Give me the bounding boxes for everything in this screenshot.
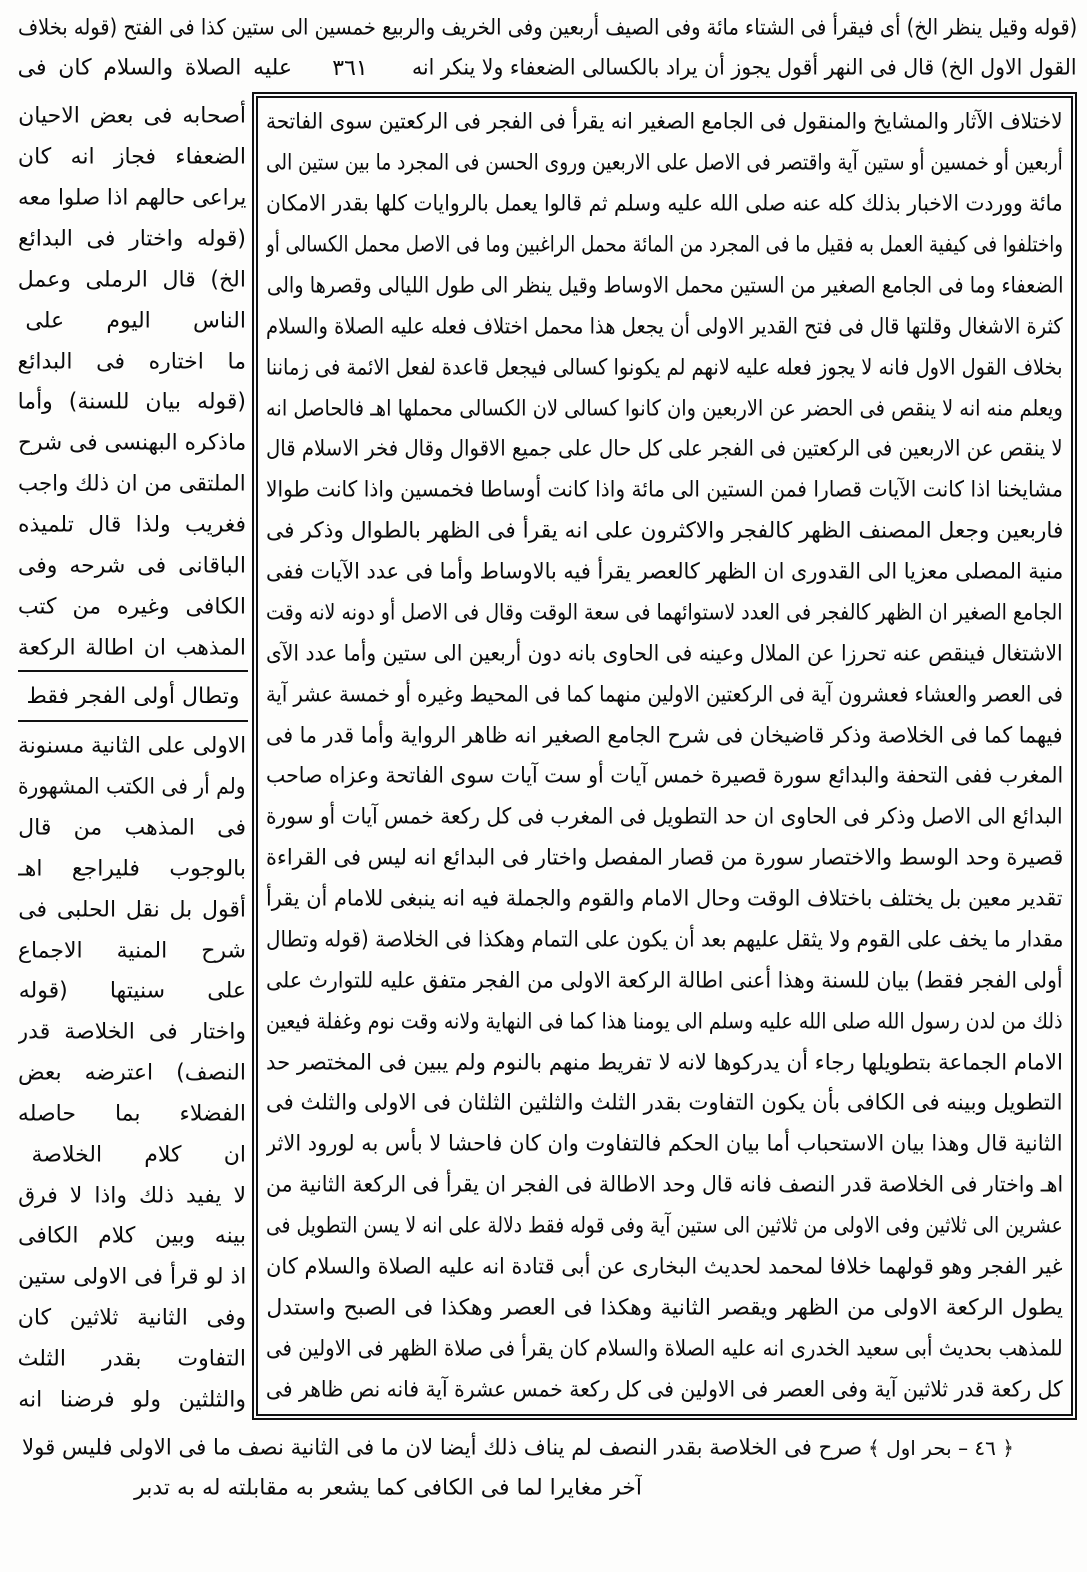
margin-commentary-line-text: المذهب ان اطالة الركعة [18, 634, 246, 660]
main-text-line-text: قصيرة وحد الوسط والاختصار سورة من قصار المفصل واختار فى البدائع انه ليس فى القراءة [266, 845, 1063, 871]
header-line-1-text: (قوله وقيل ينظر الخ) أى فيقرأ فى الشتاء مائة وفى الصيف أربعين وفى الخريف والربيع خمسين الى ستين كذا فى الفتح (قوله بخلاف [18, 15, 1077, 41]
footer-commentary-line-2 [22, 1468, 642, 1508]
margin-commentary-line-text: ولم أر فى الكتب المشهورة [18, 774, 246, 800]
main-text-line [266, 143, 1063, 184]
main-text-line-text: اهـ واختار فى الخلاصة قدر النصف فانه قال وحد الاطالة فى الفجر ان يقرأ فى الركعة الثانية من [266, 1172, 1063, 1198]
margin-commentary-line [18, 423, 246, 464]
main-text-line [266, 1206, 1063, 1247]
margin-commentary-line [18, 726, 246, 767]
main-text-line-text: كل ركعة قدر ثلاثين آية وفى العصر فى الاولين فى كل ركعة خمس عشرة آية فانه نص ظاهر فى [266, 1376, 1063, 1402]
margin-commentary-line-text: فغريب ولذا قال تلميذه [18, 512, 246, 538]
main-text-line [266, 347, 1063, 388]
margin-commentary-line-text: الضعفاء فجاز انه كان [18, 144, 246, 170]
main-text-line [266, 920, 1063, 961]
header-line-2-right-text: القول الاول الخ) قال فى النهر أقول يجوز أن يراد بالكسالى الضعفاء ولا ينكر انه [412, 55, 1077, 81]
main-text-line [266, 1083, 1063, 1124]
margin-commentary-line-text: واختار فى الخلاصة قدر [18, 1019, 246, 1045]
margin-commentary-line [18, 382, 246, 423]
margin-commentary-line [18, 1134, 246, 1175]
main-text-line [266, 266, 1063, 307]
main-text-line-text: مشايخنا اذا كانت الآيات قصارا فمن الستين الى مائة واذا كانت أوساطا فخمسين واذا كانت طوالا [266, 477, 1063, 503]
margin-commentary-line-text: ماذكره البهنسى فى شرح [18, 430, 246, 456]
main-text-line [266, 388, 1063, 429]
margin-section-heading-text: وتطال أولى الفجر فقط [26, 683, 240, 709]
main-text-line [266, 1247, 1063, 1288]
margin-commentary-lower [18, 726, 246, 1420]
margin-commentary-line [18, 505, 246, 546]
header-line-2-left-text: عليه الصلاة والسلام كان فى [18, 55, 292, 81]
main-text-lines [266, 102, 1063, 1410]
margin-commentary-line [18, 1175, 246, 1216]
main-text-line [266, 306, 1063, 347]
header-line-2-right [412, 48, 1077, 88]
main-text-line-text: البدائع الى الاصل وذكر فى الحاوى ان حد التطويل فى المغرب فى كل ركعة خمس آيات أو سورة [266, 804, 1063, 830]
main-text-line [266, 593, 1063, 634]
main-text-line-text: للمذهب بحديث أبى سعيد الخدرى انه عليه الصلاة والسلام كان يقرأ فى صلاة الظهر فى الاولين فى [266, 1335, 1063, 1361]
margin-commentary-line-text: (قوله بيان للسنة) وأما [18, 389, 246, 415]
main-text-line-text: لاختلاف الآثار والمشايخ والمنقول فى الجامع الصغير انه يقرأ فى الفجر فى الركعتين سوى الفاتحة [266, 109, 1063, 135]
main-text-line [266, 797, 1063, 838]
margin-commentary-line-text: (قوله واختار فى البدائع [18, 226, 246, 252]
margin-commentary-line [18, 259, 246, 300]
page-number: ٣٦١ [332, 55, 368, 81]
main-text-line [266, 633, 1063, 674]
main-text-line-text: كثرة الاشغال وقلتها قال فى فتح القدير الاولى أن يجعل هذا محمل اختلاف فعله عليه الصلاة والسلام [266, 314, 1063, 340]
main-text-line [266, 1287, 1063, 1328]
margin-commentary-line [18, 627, 246, 668]
main-text-line-text: غير الفجر وهو قولهما خلافا لمحمد لحديث البخارى عن أبى قتادة انه عليه الصلاة والسلام كان [266, 1254, 1063, 1280]
margin-commentary-line [18, 137, 246, 178]
margin-commentary-line [18, 930, 246, 971]
main-text-line-text: مقدار ما يخف على القوم ولا يثقل عليهم بعد أن يكون على التمام وهكذا فى الخلاصة (قوله وتطال [266, 927, 1063, 953]
margin-commentary-line-text: بالوجوب فليراجع اهـ [18, 856, 246, 882]
margin-commentary-line-text: لا يفيد ذلك واذا لا فرق [18, 1182, 246, 1208]
main-text-line-text: التطويل وبينه فى الكافى بأن يكون التفاوت بقدر الثلث والثلثين الثلثان فى الاولى والثلث فى [266, 1090, 1063, 1116]
margin-commentary-line [18, 1093, 246, 1134]
margin-commentary-line-text: والثلثين ولو فرضنا انه [18, 1386, 246, 1412]
margin-commentary-line-text: أصحابه فى بعض الاحيان [18, 103, 246, 129]
margin-commentary-line [18, 1053, 246, 1094]
main-text-line-text: المغرب ففى التحفة والبدائع سورة قصيرة خمس آيات أو ست آيات سوى الفاتحة وعزاه صاحب [266, 763, 1063, 789]
margin-commentary-line-text: الملتقى من ان ذلك واجب [18, 471, 246, 497]
margin-commentary-line [18, 178, 246, 219]
main-text-line [266, 1165, 1063, 1206]
main-text-line-text: فيهما كما فى الخلاصة وذكر قاضيخان فى شرح الجامع الصغير انه ظاهر الرواية وأما قدر ما فى [266, 722, 1063, 748]
main-text-line-text: الجامع الصغير ان الظهر كالفجر فى العدد لاستوائهما فى سعة الوقت وقال فى الاصل أو دونه لانه وقت [266, 600, 1063, 626]
margin-commentary-line [18, 1298, 246, 1339]
main-text-line-text: واختلفوا فى كيفية العمل به فقيل ما فى المجرد من المائة محمل الراغبين وما فى الاصل محمل الكسالى أو [266, 232, 1063, 258]
main-text-line [266, 511, 1063, 552]
margin-commentary-line [18, 1216, 246, 1257]
margin-commentary-line-text: اذ لو قرأ فى الاولى ستين [18, 1264, 246, 1290]
main-text-line [266, 184, 1063, 225]
main-text-line [266, 960, 1063, 1001]
main-text-line-text: بخلاف القول الاول فانه لا يجوز فعله عليه لانهم لم يكونوا كسالى فيجعل قاعدة لفعل الائمة فى زماننا [266, 354, 1063, 380]
main-text-line-text: منية المصلى معزيا الى القدورى ان الظهر كالعصر يقرأ فيه بالاوساط وأما فى عدد الآيات ففى [266, 559, 1063, 585]
main-text-line [266, 1124, 1063, 1165]
margin-commentary-line [18, 808, 246, 849]
footer-commentary-line-2-text: آخر مغايرا لما فى الكافى كما يشعر به مقابلته له به تدبر [134, 1475, 642, 1501]
margin-section-heading [18, 670, 248, 722]
main-text-line [266, 674, 1063, 715]
margin-commentary-line [18, 219, 246, 260]
main-text-line-text: فى العصر والعشاء فعشرون آية فى الركعتين الاولين منهما كما فى المحيط وغيره أو خمسة عشر آية [266, 681, 1063, 707]
main-text-line-text: أولى الفجر فقط) بيان للسنة وهذا أعنى اطالة الركعة الاولى من الفجر متفق عليه للتوارث على [266, 968, 1063, 994]
margin-commentary-line [18, 586, 246, 627]
main-text-line [266, 552, 1063, 593]
margin-commentary-line-text: التفاوت بقدر الثلث [18, 1346, 246, 1372]
margin-commentary-line-text: الفضلاء بما حاصله [18, 1101, 246, 1127]
main-text-line [266, 470, 1063, 511]
main-text-line-text: مائة ووردت الاخبار بذلك كله عنه صلى الله عليه وسلم ثم قالوا يعمل بالروايات كلها بقدر الامكان [266, 191, 1063, 217]
margin-commentary-line [18, 545, 246, 586]
margin-commentary-line [18, 300, 246, 341]
margin-commentary-line [18, 767, 246, 808]
main-text-line [266, 429, 1063, 470]
margin-commentary-line-text: بينه وبين كلام الكافى [18, 1223, 246, 1249]
main-text-frame [252, 92, 1077, 1420]
main-text-line [266, 1001, 1063, 1042]
margin-commentary-upper [18, 96, 246, 668]
main-text-line-text: الضعفاء وما فى الجامع الصغير من الستين محمل الاوساط وقيل ينظر الى طول الليالى وقصرها والى [266, 273, 1063, 299]
main-text-line-text: الثانية قال وهذا بيان الاستحباب أما بيان الحكم فالتفاوت وان كان فاحشا لا بأس به لورود الاثر [266, 1131, 1063, 1157]
margin-commentary-line-text: الاولى على الثانية مسنونة [18, 733, 246, 759]
main-text-line [266, 1369, 1063, 1410]
main-text-line [266, 838, 1063, 879]
margin-commentary-line-text: أقول بل نقل الحلبى فى [18, 896, 246, 922]
main-text-line [266, 225, 1063, 266]
margin-commentary-line [18, 1012, 246, 1053]
main-text-line [266, 1328, 1063, 1369]
margin-commentary-line-text: فى المذهب من قال [18, 815, 246, 841]
margin-commentary-line-text: على سنيتها (قوله [18, 978, 246, 1004]
main-text-line-text: الاشتغال فينقص عنه تحرزا عن الملال وعينه فى الحاوى بانه دون أربعين الى ستين وأما عدد الآى [266, 641, 1063, 667]
main-text-line [266, 879, 1063, 920]
margin-commentary-line [18, 1257, 246, 1298]
margin-commentary-line-text: الناس اليوم على [25, 307, 246, 333]
margin-commentary-line-text: ما اختاره فى البدائع [18, 348, 246, 374]
main-text-line [266, 715, 1063, 756]
main-text-line-text: عشرين الى ثلاثين وفى الاولى من ثلاثين الى ستين آية وفى قوله فقط دلالة على انه لا يسن التطويل فى [266, 1213, 1063, 1239]
main-text-line-text: الامام الجماعة بتطويلها رجاء أن يدركوها لانه لا تفريط منهم بالنوم ولم يبين فى المختصر حد [266, 1049, 1063, 1075]
margin-commentary-line-text: يراعى حالهم اذا صلوا معه [18, 185, 246, 211]
main-text-line [266, 1042, 1063, 1083]
footer-commentary-line-1-text: صرح فى الخلاصة بقدر النصف لم يناف ذلك أيضا لان ما فى الثانية نصف ما فى الاولى فليس قولا [22, 1435, 862, 1461]
main-text-line-text: تقدير معين بل يختلف باختلاف الوقت وحال الامام والقوم والجملة فيه انه ينبغى للامام أن يقرأ [266, 886, 1063, 912]
margin-commentary-line-text: شرح المنية الاجماع [18, 937, 246, 963]
margin-commentary-line-text: النصف) اعترضه بعض [18, 1060, 246, 1086]
main-text-line-text: فاربعين وجعل المصنف الظهر كالفجر والاكثرون على انه يقرأ فى الظهر بالطوال وذكر فى [266, 518, 1063, 544]
main-text-line [266, 102, 1063, 143]
margin-commentary-line-text: وفى الثانية ثلاثين كان [18, 1305, 246, 1331]
main-text-line-text: لا ينقص عن الاربعين فى الركعتين فى الفجر على كل حال على جميع الاقوال وقال فخر الاسلام قال [266, 436, 1063, 462]
margin-commentary-line [18, 889, 246, 930]
margin-commentary-line [18, 1338, 246, 1379]
margin-commentary-line-text: ان كلام الخلاصة [31, 1141, 246, 1167]
header-line-1 [18, 8, 1077, 48]
margin-commentary-line-text: الباقانى فى شرحه وفى [18, 553, 246, 579]
footer-commentary-line-1 [22, 1428, 862, 1468]
margin-commentary-line [18, 341, 246, 382]
margin-commentary-line-text: الخ) قال الرملى وعمل [18, 267, 246, 293]
margin-commentary-line [18, 971, 246, 1012]
main-text-line-text: أربعين أو خمسين أو ستين آية واقتصر فى الاصل على الاربعين وروى الحسن فى المجرد ما بين ستين الى [266, 150, 1063, 176]
margin-commentary-line [18, 464, 246, 505]
margin-commentary-line [18, 96, 246, 137]
printer-signature-mark: ﴿ ٤٦ – بحر اول ﴾ [868, 1436, 1014, 1460]
margin-commentary-line-text: الكافى وغيره من كتب [18, 593, 246, 619]
margin-commentary-line [18, 848, 246, 889]
main-text-line-text: ذلك من لدن رسول الله صلى الله عليه وسلم الى يومنا هذا كما فى النهاية ولانه وقت نوم وغفلة فيعين [266, 1008, 1063, 1034]
main-text-line-text: يطول الركعة الاولى من الظهر ويقصر الثانية وهكذا فى العصر وهكذا فى الصبح واستدل [266, 1295, 1063, 1321]
main-text-line-text: ويعلم منه انه لا ينقص فى الحضر عن الاربعين وان كانوا كسالى لان الكسالى محملها اهـ فالحاصل انه [266, 395, 1063, 421]
main-text-line [266, 756, 1063, 797]
margin-commentary-line [18, 1379, 246, 1420]
header-line-2-left [18, 48, 292, 88]
